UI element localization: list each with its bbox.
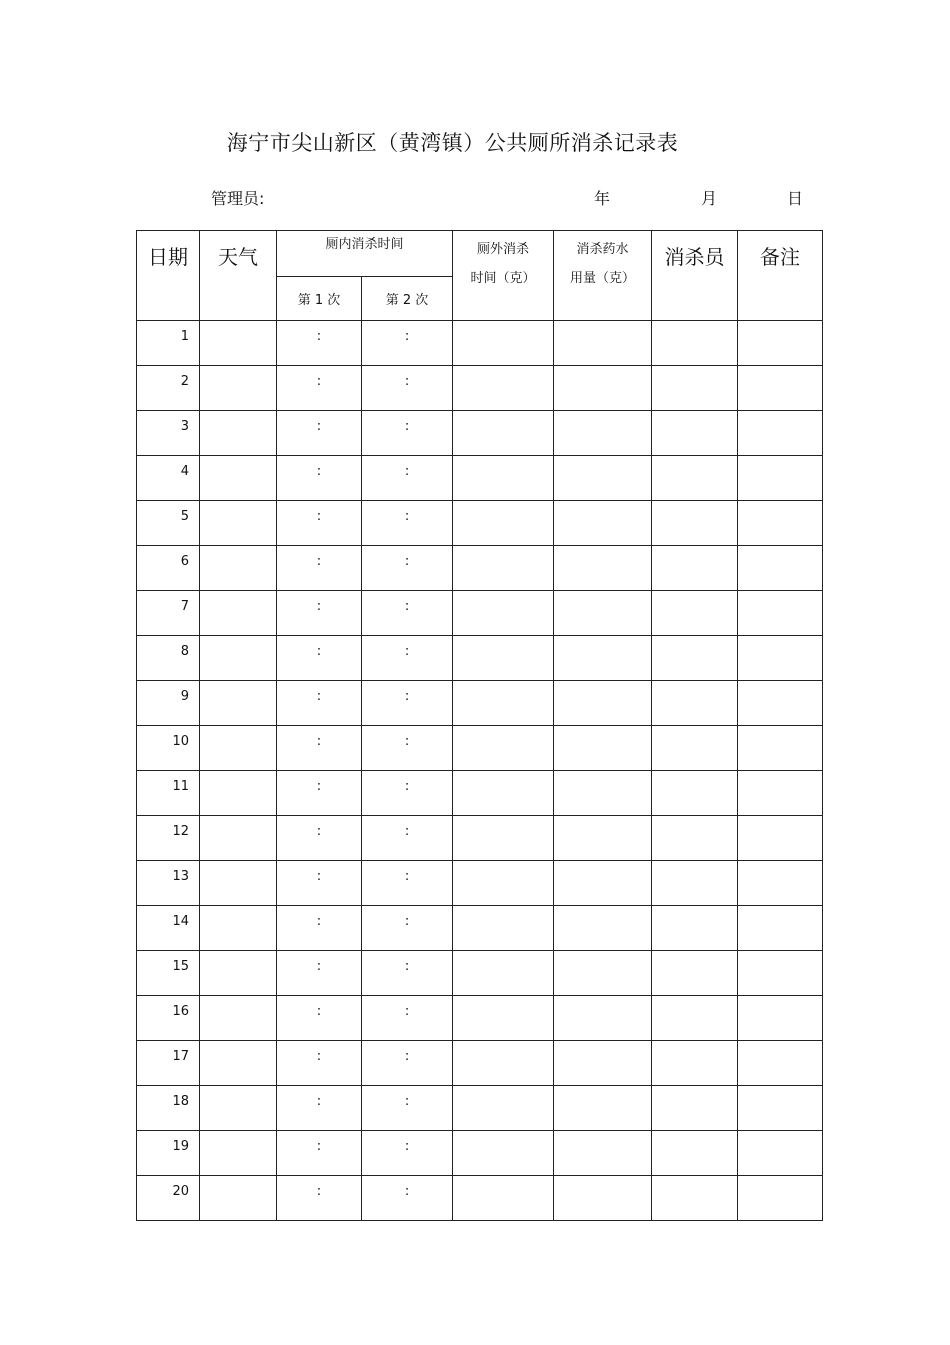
dosage-cell[interactable] — [554, 546, 652, 591]
first-time-cell[interactable]: : — [277, 636, 362, 681]
staff-cell[interactable] — [652, 771, 738, 816]
remark-cell[interactable] — [738, 456, 823, 501]
day-number-cell: 3 — [137, 411, 200, 456]
remark-cell[interactable] — [738, 636, 823, 681]
day-number-cell: 10 — [137, 726, 200, 771]
dosage-cell[interactable] — [554, 1176, 652, 1221]
outdoor-time-cell[interactable] — [453, 906, 554, 951]
remark-cell[interactable] — [738, 501, 823, 546]
remark-cell[interactable] — [738, 411, 823, 456]
staff-cell[interactable] — [652, 861, 738, 906]
second-time-cell[interactable]: : — [362, 501, 453, 546]
first-time-cell[interactable]: : — [277, 951, 362, 996]
weather-cell[interactable] — [200, 546, 277, 591]
day-number-cell: 7 — [137, 591, 200, 636]
header-weather: 天气 — [200, 231, 277, 321]
dosage-cell[interactable] — [554, 996, 652, 1041]
first-time-cell[interactable]: : — [277, 1176, 362, 1221]
record-body — [137, 321, 823, 1221]
header-outdoor-time — [453, 231, 554, 321]
outdoor-time-cell[interactable] — [453, 816, 554, 861]
outdoor-time-cell[interactable] — [453, 1041, 554, 1086]
day-number-cell: 6 — [137, 546, 200, 591]
weather-cell[interactable] — [200, 321, 277, 366]
disinfection-record-table — [136, 230, 823, 1221]
manager-label: 管理员: — [211, 189, 265, 208]
second-time-cell[interactable]: : — [362, 816, 453, 861]
first-time-cell[interactable]: : — [277, 411, 362, 456]
second-time-cell[interactable]: : — [362, 906, 453, 951]
dosage-cell[interactable] — [554, 1041, 652, 1086]
header-date: 日期 — [137, 231, 200, 321]
outdoor-time-cell[interactable] — [453, 321, 554, 366]
table-row — [137, 906, 823, 951]
day-number-cell: 16 — [137, 996, 200, 1041]
outdoor-time-cell[interactable] — [453, 1086, 554, 1131]
day-number-cell: 15 — [137, 951, 200, 996]
remark-cell[interactable] — [738, 681, 823, 726]
weather-cell[interactable] — [200, 1176, 277, 1221]
remark-cell[interactable] — [738, 321, 823, 366]
remark-cell[interactable] — [738, 771, 823, 816]
outdoor-time-cell[interactable] — [453, 726, 554, 771]
second-time-cell[interactable]: : — [362, 636, 453, 681]
staff-cell[interactable] — [652, 1086, 738, 1131]
remark-cell[interactable] — [738, 906, 823, 951]
header-dosage — [554, 231, 652, 321]
weather-cell[interactable] — [200, 951, 277, 996]
first-time-cell[interactable]: : — [277, 906, 362, 951]
outdoor-time-cell[interactable] — [453, 1176, 554, 1221]
day-number-cell: 12 — [137, 816, 200, 861]
dosage-cell[interactable] — [554, 591, 652, 636]
second-time-cell[interactable]: : — [362, 546, 453, 591]
staff-cell[interactable] — [652, 456, 738, 501]
second-time-cell[interactable]: : — [362, 1176, 453, 1221]
outdoor-time-cell[interactable] — [453, 861, 554, 906]
remark-cell[interactable] — [738, 1086, 823, 1131]
first-time-cell[interactable]: : — [277, 861, 362, 906]
weather-cell[interactable] — [200, 996, 277, 1041]
table-row — [137, 816, 823, 861]
dosage-cell[interactable] — [554, 1086, 652, 1131]
day-number-cell: 13 — [137, 861, 200, 906]
day-number-cell: 19 — [137, 1131, 200, 1176]
weather-cell[interactable] — [200, 366, 277, 411]
table-row — [137, 726, 823, 771]
remark-cell[interactable] — [738, 366, 823, 411]
dosage-cell[interactable] — [554, 906, 652, 951]
remark-cell[interactable] — [738, 1041, 823, 1086]
staff-cell[interactable] — [652, 501, 738, 546]
first-time-cell[interactable]: : — [277, 501, 362, 546]
day-label: 日 — [787, 189, 804, 208]
dosage-cell[interactable] — [554, 681, 652, 726]
day-number-cell: 1 — [137, 321, 200, 366]
weather-cell[interactable] — [200, 861, 277, 906]
table-row — [137, 501, 823, 546]
table-row — [137, 1086, 823, 1131]
staff-cell[interactable] — [652, 591, 738, 636]
remark-cell[interactable] — [738, 951, 823, 996]
first-time-cell[interactable]: : — [277, 366, 362, 411]
day-number-cell: 9 — [137, 681, 200, 726]
second-time-cell[interactable]: : — [362, 861, 453, 906]
remark-cell[interactable] — [738, 1131, 823, 1176]
second-time-cell[interactable]: : — [362, 951, 453, 996]
remark-cell[interactable] — [738, 1176, 823, 1221]
day-number-cell: 8 — [137, 636, 200, 681]
table-row — [137, 681, 823, 726]
remark-cell[interactable] — [738, 726, 823, 771]
header-outdoor-time-line1: 厕外消杀 — [477, 242, 530, 257]
second-time-cell[interactable]: : — [362, 681, 453, 726]
table-row — [137, 771, 823, 816]
remark-cell[interactable] — [738, 861, 823, 906]
table-row — [137, 366, 823, 411]
dosage-cell[interactable] — [554, 411, 652, 456]
first-time-cell[interactable]: : — [277, 771, 362, 816]
remark-cell[interactable] — [738, 546, 823, 591]
weather-cell[interactable] — [200, 456, 277, 501]
weather-cell[interactable] — [200, 771, 277, 816]
staff-cell[interactable] — [652, 996, 738, 1041]
dosage-cell[interactable] — [554, 816, 652, 861]
staff-cell[interactable] — [652, 546, 738, 591]
day-number-cell: 18 — [137, 1086, 200, 1131]
table-row — [137, 546, 823, 591]
staff-cell[interactable] — [652, 321, 738, 366]
weather-cell[interactable] — [200, 726, 277, 771]
staff-cell[interactable] — [652, 726, 738, 771]
outdoor-time-cell[interactable] — [453, 366, 554, 411]
first-time-cell[interactable]: : — [277, 816, 362, 861]
staff-cell[interactable] — [652, 816, 738, 861]
day-number-cell: 11 — [137, 771, 200, 816]
dosage-cell[interactable] — [554, 366, 652, 411]
header-second: 第 2 次 — [362, 277, 453, 321]
weather-cell[interactable] — [200, 1041, 277, 1086]
year-label: 年 — [594, 189, 611, 208]
header-staff: 消杀员 — [652, 231, 738, 321]
first-time-cell[interactable]: : — [277, 681, 362, 726]
second-time-cell[interactable]: : — [362, 1041, 453, 1086]
second-time-cell[interactable]: : — [362, 591, 453, 636]
table-row — [137, 321, 823, 366]
staff-cell[interactable] — [652, 1176, 738, 1221]
table-row — [137, 591, 823, 636]
dosage-cell[interactable] — [554, 771, 652, 816]
weather-cell[interactable] — [200, 636, 277, 681]
second-time-cell[interactable]: : — [362, 771, 453, 816]
dosage-cell[interactable] — [554, 1131, 652, 1176]
outdoor-time-cell[interactable] — [453, 456, 554, 501]
day-number-cell: 14 — [137, 906, 200, 951]
outdoor-time-cell[interactable] — [453, 591, 554, 636]
first-time-cell[interactable]: : — [277, 591, 362, 636]
outdoor-time-cell[interactable] — [453, 996, 554, 1041]
outdoor-time-cell[interactable] — [453, 501, 554, 546]
dosage-cell[interactable] — [554, 861, 652, 906]
table-row — [137, 1041, 823, 1086]
first-time-cell[interactable]: : — [277, 321, 362, 366]
header-indoor-time: 厕内消杀时间 — [277, 231, 453, 277]
day-number-cell: 2 — [137, 366, 200, 411]
remark-cell[interactable] — [738, 816, 823, 861]
table-row — [137, 951, 823, 996]
dosage-cell[interactable] — [554, 321, 652, 366]
day-number-cell: 4 — [137, 456, 200, 501]
header-outdoor-time-line2: 时间（克） — [470, 271, 536, 286]
second-time-cell[interactable]: : — [362, 1086, 453, 1131]
staff-cell[interactable] — [652, 1041, 738, 1086]
staff-cell[interactable] — [652, 1131, 738, 1176]
weather-cell[interactable] — [200, 1086, 277, 1131]
first-time-cell[interactable]: : — [277, 996, 362, 1041]
first-time-cell[interactable]: : — [277, 726, 362, 771]
weather-cell[interactable] — [200, 906, 277, 951]
header-first: 第 1 次 — [277, 277, 362, 321]
outdoor-time-cell[interactable] — [453, 1131, 554, 1176]
outdoor-time-cell[interactable] — [453, 951, 554, 996]
header-remark: 备注 — [738, 231, 823, 321]
table-row — [137, 1131, 823, 1176]
second-time-cell[interactable]: : — [362, 1131, 453, 1176]
staff-cell[interactable] — [652, 906, 738, 951]
weather-cell[interactable] — [200, 681, 277, 726]
staff-cell[interactable] — [652, 366, 738, 411]
outdoor-time-cell[interactable] — [453, 411, 554, 456]
first-time-cell[interactable]: : — [277, 546, 362, 591]
table-row — [137, 456, 823, 501]
staff-cell[interactable] — [652, 636, 738, 681]
table-row — [137, 411, 823, 456]
staff-cell[interactable] — [652, 951, 738, 996]
day-number-cell: 20 — [137, 1176, 200, 1221]
header-dosage-line2: 用量（克） — [570, 271, 636, 286]
second-time-cell[interactable]: : — [362, 411, 453, 456]
first-time-cell[interactable]: : — [277, 1131, 362, 1176]
second-time-cell[interactable]: : — [362, 726, 453, 771]
header-dosage-line1: 消杀药水 — [576, 242, 629, 257]
staff-cell[interactable] — [652, 681, 738, 726]
day-number-cell: 5 — [137, 501, 200, 546]
first-time-cell[interactable]: : — [277, 1041, 362, 1086]
remark-cell[interactable] — [738, 996, 823, 1041]
dosage-cell[interactable] — [554, 951, 652, 996]
weather-cell[interactable] — [200, 591, 277, 636]
table-row — [137, 1176, 823, 1221]
outdoor-time-cell[interactable] — [453, 636, 554, 681]
table-row — [137, 636, 823, 681]
outdoor-time-cell[interactable] — [453, 546, 554, 591]
weather-cell[interactable] — [200, 411, 277, 456]
second-time-cell[interactable]: : — [362, 321, 453, 366]
weather-cell[interactable] — [200, 816, 277, 861]
dosage-cell[interactable] — [554, 456, 652, 501]
staff-cell[interactable] — [652, 411, 738, 456]
second-time-cell[interactable]: : — [362, 366, 453, 411]
day-number-cell: 17 — [137, 1041, 200, 1086]
table-row — [137, 861, 823, 906]
table-row — [137, 996, 823, 1041]
dosage-cell[interactable] — [554, 636, 652, 681]
first-time-cell[interactable]: : — [277, 456, 362, 501]
dosage-cell[interactable] — [554, 726, 652, 771]
remark-cell[interactable] — [738, 591, 823, 636]
page-title: 海宁市尖山新区（黄湾镇）公共厕所消杀记录表 — [226, 131, 679, 155]
first-time-cell[interactable]: : — [277, 1086, 362, 1131]
dosage-cell[interactable] — [554, 501, 652, 546]
month-label: 月 — [701, 189, 718, 208]
weather-cell[interactable] — [200, 501, 277, 546]
weather-cell[interactable] — [200, 1131, 277, 1176]
second-time-cell[interactable]: : — [362, 456, 453, 501]
outdoor-time-cell[interactable] — [453, 681, 554, 726]
outdoor-time-cell[interactable] — [453, 771, 554, 816]
second-time-cell[interactable]: : — [362, 996, 453, 1041]
